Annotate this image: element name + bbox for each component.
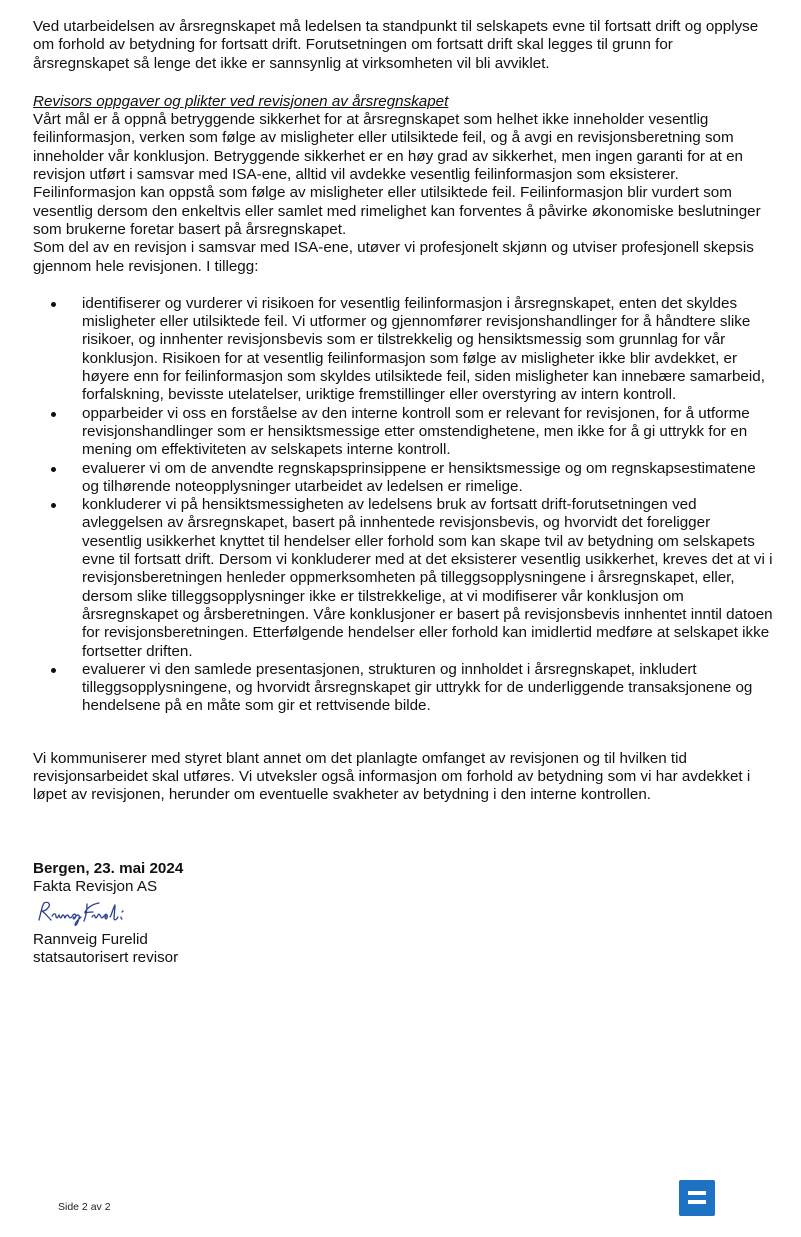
signature-block xyxy=(33,860,773,968)
list-item-text: identifiserer og vurderer vi risikoen for vesentlig feilinformasjon i årsregnskapet, enten det skyldes misligheter eller utilsiktede feil. Vi utformer og gjennomfører revisjonshandlinger for å håndtere slike risikoer, og innhenter revisjonsbevis som er tilstrekkelig og hensiktsmessig som grunnlag for vår konklusjon. Risikoen for at vesentlig feilinformasjon som følge av misligheter ikke blir avdekket, er høyere enn for feilinformasjon som skyldes utilsiktede feil, siden misligheter kan innebære samarbeid, forfalskning, bevisste utelatelser, uriktige fremstillinger eller overstyring av intern kontroll. xyxy=(82,294,765,404)
handwritten-signature xyxy=(35,898,127,928)
list-item xyxy=(33,460,773,497)
logo-bar-bottom xyxy=(688,1200,706,1204)
bullet-icon xyxy=(51,302,56,307)
list-item-text: evaluerer vi den samlede presentasjonen, strukturen og innholdet i årsregnskapet, inkludert tilleggsopplysningene, og hvorvidt årsregnskapet gir uttrykk for de underliggende transaksjonene og hendelsene på en måte som gir et rettvisende bilde. xyxy=(82,660,753,715)
logo-bar-top xyxy=(688,1191,706,1195)
list-item xyxy=(33,496,773,661)
bullet-icon xyxy=(51,467,56,472)
page-number: Side 2 av 2 xyxy=(58,1201,111,1213)
bullet-icon xyxy=(51,668,56,673)
closing-paragraph: Vi kommuniserer med styret blant annet om det planlagte omfanget av revisjonen og til hvilken tid revisjonsarbeidet skal utføres. Vi utveksler også informasjon om forhold av betydning som vi har avdekket i løpet av revisjonen, herunder om eventuelle svakheter av betydning i den interne kontrollen. xyxy=(33,749,751,804)
list-item-text: konkluderer vi på hensiktsmessigheten av ledelsens bruk av fortsatt drift-forutsetningen ved avleggelsen av årsregnskapet, basert på innhentede revisjonsbevis, og hvorvidt det foreligger vesentlig usikkerhet knyttet til hendelser eller forhold som kan skape tvil av betydning om selskapets evne til fortsatt drift. Dersom vi konkluderer med at det eksisterer vesentlig usikkerhet, kreves det at vi i revisjonsberetningen henleder oppmerksomheten på tilleggsopplysningene i årsregnskapet, eller, dersom slike tilleggsopplysninger ikke er tilstrekkelige, at vi modifiserer vår konklusjon om årsregnskapet og årsberetningen. Våre konklusjoner er basert på revisjonsbevis innhentet inntil datoen for revisjonsberetningen. Etterfølgende hendelser eller forhold kan imidlertid medføre at selskapet ikke fortsetter driften. xyxy=(82,496,773,660)
signer-title: statsautorisert revisor xyxy=(33,949,179,967)
intro-paragraph: Ved utarbeidelsen av årsregnskapet må ledelsen ta standpunkt til selskapets evne til fortsatt drift og opplyse om forhold av betydning for fortsatt drift. Forutsetningen om fortsatt drift skal legges til grunn for årsregnskapet så lenge det ikke er sannsynlig at virksomheten vil bli avviklet. xyxy=(33,18,759,72)
bullet-icon xyxy=(51,503,56,508)
list-item xyxy=(33,661,773,716)
document-page xyxy=(33,18,773,968)
objective-paragraph: Vårt mål er å oppnå betryggende sikkerhet for at årsregnskapet som helhet ikke inneholder vesentlig feilinformasjon, verken som følge av misligheter eller utilsiktede feil, og å avgi en revisjonsberetning som inneholder vår konklusjon. Betryggende sikkerhet er en høy grad av sikkerhet, men ingen garanti for at en revisjon utført i samsvar med ISA-ene, alltid vil avdekke vesentlig feilinformasjon som eksisterer. Feilinformasjon kan oppstå som følge av misligheter eller utilsiktede feil. Feilinformasjon blir vurdert som vesentlig dersom den enkeltvis eller samlet med rimelighet kan forventes å påvirke økonomiske beslutninger som brukerne foretar basert på årsregnskapet. xyxy=(33,111,761,238)
bullet-icon xyxy=(51,412,56,417)
isa-paragraph: Som del av en revisjon i samsvar med ISA-ene, utøver vi profesjonelt skjønn og utviser profesjonell skepsis gjennom hele revisjonen. I tillegg: xyxy=(33,239,754,275)
list-item-text: opparbeider vi oss en forståelse av den interne kontroll som er relevant for revisjonen, for å utforme revisjonshandlinger som er hensiktsmessige etter omstendighetene, men ikke for å gi uttrykk for en mening om effektiviteten av selskapets interne kontroll. xyxy=(82,404,750,459)
equals-logo-icon xyxy=(679,1180,715,1216)
procedures-list xyxy=(33,295,773,716)
signer-name: Rannveig Furelid xyxy=(33,931,148,949)
list-item-text: evaluerer vi om de anvendte regnskapsprinsippene er hensiktsmessige og om regnskapsestimatene og tilhørende noteopplysninger utarbeidet av ledelsen er rimelige. xyxy=(82,459,756,495)
list-item xyxy=(33,405,773,460)
signature-place-date: Bergen, 23. mai 2024 xyxy=(33,859,184,877)
signature-firm: Fakta Revisjon AS xyxy=(33,877,158,895)
section-heading: Revisors oppgaver og plikter ved revisjonen av årsregnskapet xyxy=(33,92,449,110)
list-item xyxy=(33,295,773,405)
